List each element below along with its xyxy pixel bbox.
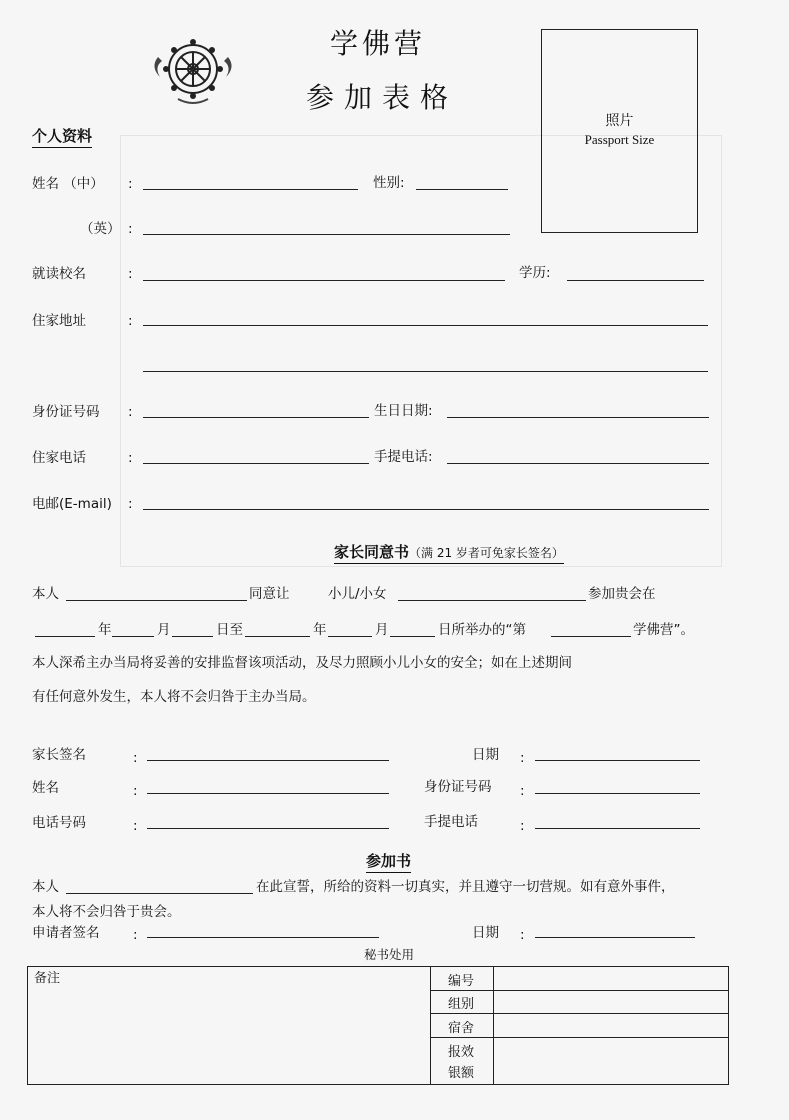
mobile-field[interactable] bbox=[447, 463, 709, 464]
id-no-field[interactable] bbox=[143, 417, 369, 418]
held-label: 日所举办的“第 bbox=[438, 622, 526, 638]
colon: : bbox=[128, 450, 133, 466]
applicant-date-field[interactable] bbox=[535, 937, 695, 938]
colon: : bbox=[520, 927, 525, 943]
start-day-field[interactable] bbox=[172, 636, 213, 637]
applicant-sign-field[interactable] bbox=[147, 937, 379, 938]
address-field-1[interactable] bbox=[143, 325, 708, 326]
month-label: 月 bbox=[157, 622, 171, 638]
school-label: 就读校名 bbox=[32, 266, 86, 282]
home-phone-label: 住家电话 bbox=[32, 450, 86, 466]
parent-name-label: 姓名 bbox=[32, 780, 59, 796]
office-field-amount: 银额 bbox=[448, 1066, 475, 1081]
parent-name-field[interactable] bbox=[66, 600, 247, 601]
start-month-field[interactable] bbox=[112, 636, 154, 637]
applicant-name-field[interactable] bbox=[66, 893, 253, 894]
divider bbox=[430, 1013, 728, 1014]
consent-paragraph-2: 有任何意外发生，本人将不会归咎于主办当局。 bbox=[32, 689, 316, 705]
start-year-field[interactable] bbox=[35, 636, 95, 637]
photo-box[interactable] bbox=[541, 29, 698, 233]
dharma-wheel-logo bbox=[148, 27, 238, 107]
form-subtitle: 参加表格 bbox=[306, 81, 459, 114]
remarks-label: 备注 bbox=[34, 971, 61, 986]
applicant-date-label: 日期 bbox=[472, 925, 499, 941]
colon: : bbox=[128, 404, 133, 420]
participation-l1-a: 本人 bbox=[32, 879, 59, 895]
name-en-field[interactable] bbox=[143, 234, 510, 235]
consent-title-text: 家长同意书 bbox=[334, 543, 410, 561]
office-use-table bbox=[27, 966, 729, 1085]
divider bbox=[430, 990, 728, 991]
consent-l1-d: 参加贵会在 bbox=[588, 586, 656, 602]
address-label: 住家地址 bbox=[32, 313, 86, 329]
month2-label: 月 bbox=[375, 622, 389, 638]
divider bbox=[430, 1037, 728, 1038]
divider bbox=[430, 967, 431, 1084]
email-label: 电邮(E-mail) bbox=[32, 496, 112, 512]
email-field[interactable] bbox=[143, 509, 709, 510]
mobile-label: 手提电话: bbox=[374, 449, 433, 465]
education-label: 学历: bbox=[519, 265, 551, 281]
participation-l1-b: 在此宣誓，所给的资料一切真实，并且遵守一切营规。如有意外事件， bbox=[256, 879, 675, 895]
colon: : bbox=[128, 266, 133, 282]
home-phone-field[interactable] bbox=[143, 463, 369, 464]
participation-l2: 本人将不会归咎于贵会。 bbox=[32, 904, 181, 920]
colon: : bbox=[128, 221, 133, 237]
colon: : bbox=[128, 496, 133, 512]
birthday-field[interactable] bbox=[447, 417, 709, 418]
consent-date-label: 日期 bbox=[472, 747, 499, 763]
consent-l1-b: 同意让 bbox=[249, 586, 290, 602]
parent-sign-label: 家长签名 bbox=[32, 747, 86, 763]
parent-phone-field[interactable] bbox=[147, 828, 389, 829]
name-cn-field[interactable] bbox=[143, 189, 358, 190]
education-field[interactable] bbox=[567, 280, 704, 281]
year-label: 年 bbox=[98, 622, 112, 638]
parent-mobile-field[interactable] bbox=[535, 828, 700, 829]
office-field-number: 编号 bbox=[448, 974, 475, 989]
office-field-group: 组别 bbox=[448, 997, 475, 1012]
applicant-sign-label: 申请者签名 bbox=[32, 925, 100, 941]
personal-section-title: 个人资料 bbox=[32, 125, 92, 148]
colon: : bbox=[133, 783, 138, 799]
camp-number-field[interactable] bbox=[551, 636, 631, 637]
colon: : bbox=[133, 818, 138, 834]
camp-label: 学佛营”。 bbox=[633, 622, 694, 638]
consent-section-title bbox=[334, 541, 564, 564]
divider bbox=[493, 967, 494, 1084]
colon: : bbox=[520, 783, 525, 799]
office-field-dorm: 宿舍 bbox=[448, 1021, 475, 1036]
day-to-label: 日至 bbox=[216, 622, 243, 638]
name-cn-label: 姓名 （中） bbox=[32, 176, 104, 192]
participation-section-title: 参加书 bbox=[366, 850, 411, 873]
colon: : bbox=[128, 176, 133, 192]
end-day-field[interactable] bbox=[390, 636, 435, 637]
name-en-label: （英） bbox=[80, 221, 121, 237]
consent-paragraph-1: 本人深希主办当局将妥善的安排监督该项活动，及尽力照顾小儿小女的安全；如在上述期间 bbox=[32, 655, 572, 671]
end-year-field[interactable] bbox=[245, 636, 310, 637]
colon: : bbox=[133, 927, 138, 943]
consent-l1-a: 本人 bbox=[32, 586, 59, 602]
parent-mobile-label: 手提电话 bbox=[424, 814, 478, 830]
child-name-field[interactable] bbox=[398, 600, 586, 601]
photo-label-en: Passport Size bbox=[584, 132, 655, 147]
parent-sign-field[interactable] bbox=[147, 760, 389, 761]
photo-label-cn: 照片 bbox=[605, 113, 634, 129]
school-field[interactable] bbox=[143, 280, 505, 281]
birthday-label: 生日日期: bbox=[374, 403, 433, 419]
parent-phone-label: 电话号码 bbox=[32, 815, 86, 831]
office-field-donation: 报效 bbox=[448, 1045, 475, 1060]
parent-id-label: 身份证号码 bbox=[424, 779, 492, 795]
id-no-label: 身份证号码 bbox=[32, 404, 100, 420]
colon: : bbox=[128, 313, 133, 329]
address-field-2[interactable] bbox=[143, 371, 708, 372]
consent-note: （满 21 岁者可免家长签名） bbox=[409, 546, 564, 560]
colon: : bbox=[520, 750, 525, 766]
year2-label: 年 bbox=[313, 622, 327, 638]
colon: : bbox=[133, 750, 138, 766]
consent-date-field[interactable] bbox=[535, 760, 700, 761]
consent-l1-c: 小儿/小女 bbox=[328, 586, 387, 602]
parent-id-field[interactable] bbox=[535, 793, 700, 794]
office-use-title: 秘书处用 bbox=[364, 947, 415, 962]
gender-label: 性别: bbox=[373, 175, 405, 191]
gender-field[interactable] bbox=[416, 189, 508, 190]
form-title: 学佛营 bbox=[330, 27, 427, 60]
colon: : bbox=[520, 818, 525, 834]
end-month-field[interactable] bbox=[328, 636, 372, 637]
parent-full-name-field[interactable] bbox=[147, 793, 389, 794]
